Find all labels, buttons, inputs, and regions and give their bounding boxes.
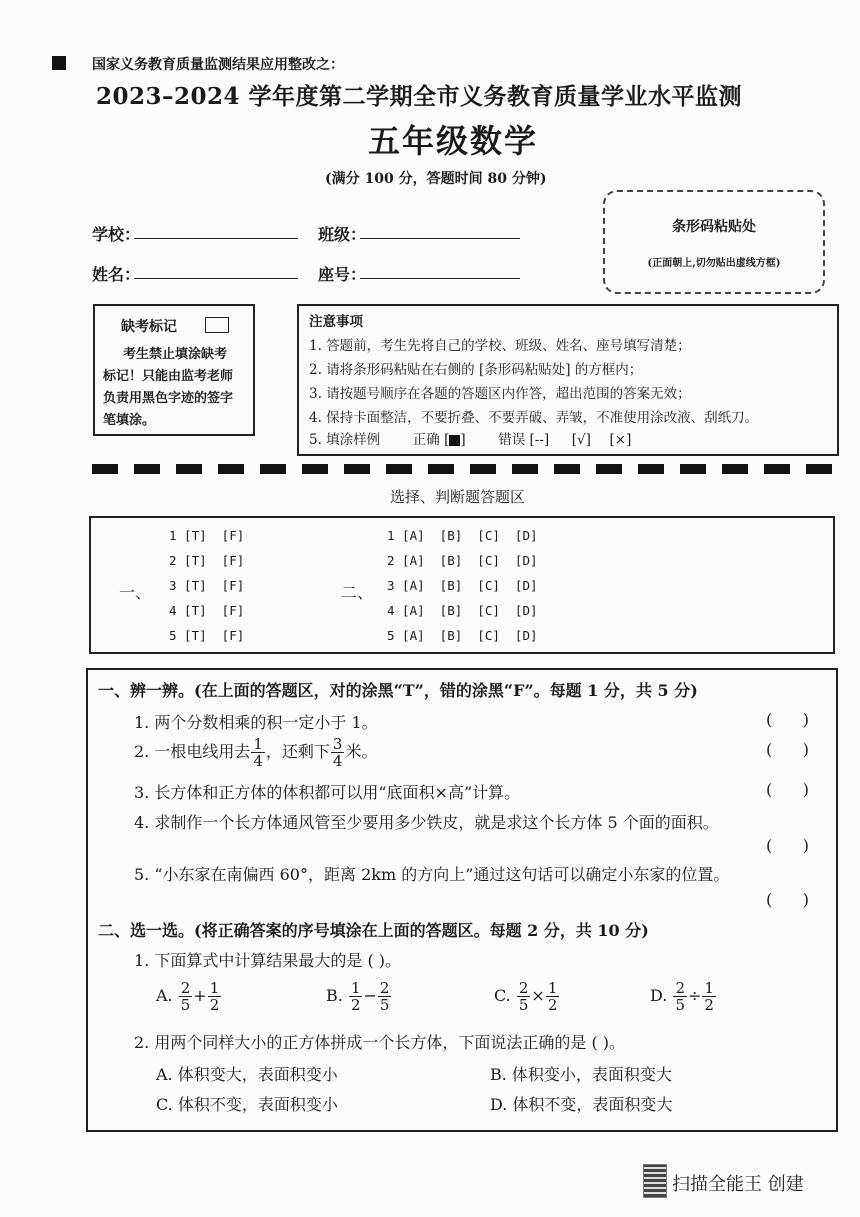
exam-subtitle: (满分 100 分，答题时间 80 分钟) [325, 171, 547, 187]
fraction-3-4: $\frac{3}{4}$ [332, 735, 343, 770]
mc-row-5[interactable]: 5 [A] [B] [C] [D] [387, 628, 538, 643]
school-label: 学校： [92, 225, 141, 244]
notes-item-2: 2. 请将条形码粘贴在右侧的 [条形码粘贴处] 的方框内； [309, 362, 643, 378]
notes-sample-label: 5. 填涂样例 [309, 432, 381, 448]
name-label: 姓名： [92, 265, 141, 284]
notes-box [297, 304, 839, 456]
s2-q1-option-d[interactable]: D. $\frac{2}{5}$ ÷ $\frac{1}{2}$ [650, 979, 714, 1014]
absent-checkbox[interactable] [205, 317, 229, 333]
wrong-sample-3: [×] [609, 432, 632, 448]
barcode-title: 条形码粘贴处 [672, 219, 756, 235]
absent-title: 缺考标记 [121, 319, 177, 335]
absent-mark-box [93, 304, 255, 436]
notes-sample-row [309, 428, 631, 452]
answer-sheet-box [89, 516, 835, 654]
s1-q2-text-a: 2. 一根电线用去 [134, 742, 251, 761]
exam-title: 2023–2024 学年度第二学期全市义务教育质量学业水平监测 [96, 83, 743, 110]
tf-row-2[interactable]: 2 [T] [F] [169, 553, 245, 568]
s1-q1-answer[interactable]: ( ) [766, 710, 809, 729]
seat-label: 座号： [318, 265, 367, 284]
notes-wrong-label: 错误 [498, 432, 526, 448]
s2-q1-option-a[interactable]: A. $\frac{2}{5}$ + $\frac{1}{2}$ [156, 979, 220, 1014]
scanner-logo-icon [643, 1164, 667, 1198]
s2-q2-option-c[interactable]: C. 体积不变，表面积变小 [156, 1095, 338, 1114]
absent-line-3: 负责用黑色字迹的签字 [103, 391, 234, 406]
seat-field[interactable] [360, 260, 520, 279]
s1-q2-text-c: 米。 [345, 742, 378, 761]
s2-q1-option-b[interactable]: B. $\frac{1}{2}$ − $\frac{2}{5}$ [326, 979, 390, 1014]
corner-marker [52, 56, 66, 70]
notes-item-1: 1. 答题前，考生先将自己的学校、班级、姓名、座号填写清楚； [309, 338, 691, 354]
tf-row-4[interactable]: 4 [T] [F] [169, 603, 245, 618]
filled-mark-icon [449, 435, 460, 446]
s1-q4: 4. 求制作一个长方体通风管至少要用多少铁皮，就是求这个长方体 5 个面的面积。 [134, 813, 719, 832]
s2-q2-option-b[interactable]: B. 体积变小，表面积变大 [490, 1065, 672, 1084]
mc-row-2[interactable]: 2 [A] [B] [C] [D] [387, 553, 538, 568]
s1-q3: 3. 长方体和正方体的体积都可以用“底面积×高”计算。 [134, 783, 521, 802]
questions-box [86, 668, 838, 1132]
s1-q5: 5. “小东家在南偏西 60°，距离 2km 的方向上”通过这句话可以确定小东家的位置。 [134, 865, 730, 884]
notes-title: 注意事项 [309, 314, 363, 330]
mc-row-1[interactable]: 1 [A] [B] [C] [D] [387, 528, 538, 543]
tf-row-1[interactable]: 1 [T] [F] [169, 528, 245, 543]
barcode-hint: (正面朝上,切勿贴出虚线方框) [647, 258, 781, 269]
absent-line-1: 考生禁止填涂缺考 [123, 347, 228, 362]
part1-label: 一、 [119, 583, 152, 602]
absent-line-4: 笔填涂。 [103, 413, 156, 428]
answer-area-title: 选择、判断题答题区 [390, 488, 526, 506]
s2-q1-option-c[interactable]: C. $\frac{2}{5}$ × $\frac{1}{2}$ [494, 979, 558, 1014]
tf-row-3[interactable]: 3 [T] [F] [169, 578, 245, 593]
dashed-separator [92, 464, 838, 474]
correct-sample: [ ] [444, 432, 466, 448]
tf-row-5[interactable]: 5 [T] [F] [169, 628, 245, 643]
s1-q4-answer[interactable]: ( ) [766, 836, 809, 855]
notes-item-3: 3. 请按题号顺序在各题的答题区内作答，超出范围的答案无效； [309, 386, 691, 402]
s2-q2: 2. 用两个同样大小的正方体拼成一个长方体，下面说法正确的是 ( )。 [134, 1033, 626, 1052]
class-field[interactable] [360, 220, 520, 239]
s1-q3-answer[interactable]: ( ) [766, 780, 809, 799]
name-field[interactable] [134, 260, 298, 279]
notes-item-4: 4. 保持卡面整洁，不要折叠、不要弄破、弄皱，不准使用涂改液、刮纸刀。 [309, 410, 759, 426]
s2-q2-option-d[interactable]: D. 体积不变，表面积变大 [490, 1095, 673, 1114]
school-field[interactable] [134, 220, 298, 239]
section2-heading: 二、选一选。(将正确答案的序号填涂在上面的答题区。每题 2 分，共 10 分) [98, 921, 649, 940]
part2-label: 二、 [341, 583, 374, 602]
fraction-1-4: $\frac{1}{4}$ [253, 735, 263, 770]
subject-title: 五年级数学 [368, 122, 539, 160]
notes-correct-label: 正确 [412, 432, 440, 448]
wrong-sample-1: [--] [529, 432, 550, 448]
s2-q1: 1. 下面算式中计算结果最大的是 ( )。 [134, 951, 402, 970]
scanner-watermark: 扫描全能王 创建 [672, 1174, 804, 1195]
barcode-area[interactable] [603, 190, 825, 294]
s1-q2-text-b: ，还剩下 [265, 742, 330, 761]
absent-line-2: 标记！只能由监考老师 [103, 369, 234, 384]
wrong-sample-2: [√] [571, 432, 591, 448]
s2-q2-option-a[interactable]: A. 体积变大，表面积变小 [156, 1065, 338, 1084]
mc-row-4[interactable]: 4 [A] [B] [C] [D] [387, 603, 538, 618]
s1-q1: 1. 两个分数相乘的积一定小于 1。 [134, 713, 378, 732]
class-label: 班级： [318, 225, 367, 244]
s1-q2-answer[interactable]: ( ) [766, 740, 809, 759]
s1-q2 [134, 736, 377, 769]
s1-q5-answer[interactable]: ( ) [766, 890, 809, 909]
header-note: 国家义务教育质量监测结果应用整改之： [92, 57, 344, 73]
mc-row-3[interactable]: 3 [A] [B] [C] [D] [387, 578, 538, 593]
section1-heading: 一、辨一辨。(在上面的答题区，对的涂黑“T”，错的涂黑“F”。每题 1 分，共 5 分) [98, 681, 698, 700]
